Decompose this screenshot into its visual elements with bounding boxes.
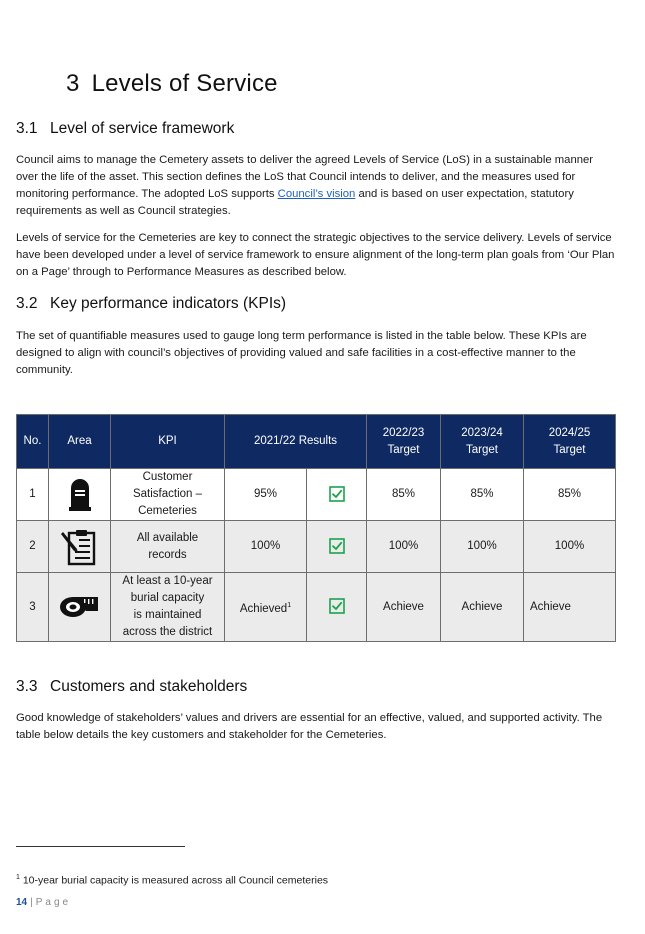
page-separator: |: [30, 897, 33, 908]
kpi-text: across the district: [122, 626, 213, 638]
section-heading: [66, 70, 278, 98]
cell-kpi: [111, 521, 225, 573]
header-target-2022-23: [367, 415, 441, 469]
table-row: [17, 469, 616, 521]
header-year: 2022/23: [382, 426, 425, 439]
cell-target-2022-23: 85%: [367, 469, 441, 521]
header-label: Target: [553, 443, 586, 456]
councils-vision-link[interactable]: Council’s vision: [277, 188, 356, 200]
cell-target-2023-24: Achieve: [441, 573, 524, 642]
cell-result: 95%: [225, 469, 307, 521]
cell-area: [49, 469, 111, 521]
footnote-mark: 1: [16, 874, 20, 881]
subsection-title: Level of service framework: [50, 120, 235, 137]
result-text: Achieved: [239, 602, 288, 615]
footnote-divider: [16, 846, 185, 847]
header-year: 2023/24: [461, 426, 503, 439]
table-row: [17, 521, 616, 573]
table-header-row: [17, 415, 616, 469]
paragraph-los-framework: Levels of service for the Cemeteries are key to connect the strategic objectives to the service delivery. Levels of service have been developed under a level of service framework to ensure alignment of the long-term plan goals from ‘Our Plan on a Page’ through to Performance Measures as described below.: [16, 232, 615, 278]
header-results: 2021/22 Results: [225, 415, 367, 469]
header-kpi: KPI: [111, 415, 225, 469]
header-target-2023-24: [441, 415, 524, 469]
paragraph-text: Council aims to manage the Cemetery assets to deliver the agreed Levels of Service (LoS) in a sustainable manner over the life of the asset. This section defines the LoS that Council intends to deliver, and the measures used for monitoring performance. The adopted LoS supports: [16, 154, 594, 200]
cell-target-2022-23: 100%: [367, 521, 441, 573]
cell-target-2022-23: Achieve: [367, 573, 441, 642]
paragraph-text: and is based on user expectation, statutory requirements as well as Council strategies.: [16, 188, 574, 217]
check-box-icon: [329, 538, 345, 554]
subsection-heading-3-3: [16, 678, 247, 696]
footnote-reference[interactable]: 1: [287, 601, 292, 609]
paragraph-kpi-intro: The set of quantifiable measures used to gauge long term performance is listed in the table below. These KPIs are designed to align with council’s objectives of providing valued and safe facilities in a cost-effective manner to the community.: [16, 330, 587, 376]
subsection-title: Key performance indicators (KPIs): [50, 295, 287, 312]
kpi-text: All available: [136, 531, 199, 544]
cell-target-2024-25: 100%: [524, 521, 616, 573]
check-box-icon: [329, 486, 345, 502]
cell-no: 3: [17, 573, 49, 642]
cell-target-2023-24: 100%: [441, 521, 524, 573]
kpi-text: burial capacity: [130, 592, 205, 604]
kpi-text: At least a 10-year: [122, 575, 213, 587]
footnote-text: 10-year burial capacity is measured across all Council cemeteries: [19, 874, 329, 887]
header-area: Area: [49, 415, 111, 469]
cell-kpi: [111, 573, 225, 642]
cell-status: [307, 573, 367, 642]
subsection-heading-3-2: [16, 295, 286, 313]
cell-result: 100%: [225, 521, 307, 573]
header-no: No.: [17, 415, 49, 469]
header-label: Target: [466, 443, 498, 456]
clipboard-pen-icon: [60, 527, 100, 567]
footnote: [16, 874, 328, 887]
measuring-tape-icon: [58, 593, 102, 621]
paragraph-stakeholders: Good knowledge of stakeholders’ values and drivers are essential for an effective, valued, and supported activity. The table below details the key customers and stakeholder for the Cemeteries.: [16, 712, 603, 741]
cell-target-2024-25: Achieve: [524, 573, 616, 642]
cell-target-2023-24: 85%: [441, 469, 524, 521]
kpi-text: Customer: [142, 471, 193, 483]
subsection-number: 3.2: [16, 295, 38, 312]
subsection-heading-3-1: [16, 120, 234, 138]
cell-no: 2: [17, 521, 49, 573]
cell-result: [225, 573, 307, 642]
kpi-text: Satisfaction –: [132, 488, 203, 500]
section-number: 3: [66, 70, 80, 97]
table-row: [17, 573, 616, 642]
subsection-number: 3.1: [16, 120, 38, 137]
kpi-text: is maintained: [133, 609, 202, 621]
section-title: Levels of Service: [91, 70, 278, 97]
kpi-table: [16, 414, 616, 642]
check-box-icon: [329, 598, 345, 614]
header-label: Target: [387, 443, 420, 456]
headstone-icon: [67, 478, 93, 512]
kpi-text: records: [148, 548, 187, 561]
page-number: 14: [16, 897, 28, 908]
subsection-title: Customers and stakeholders: [50, 678, 248, 695]
cell-area: [49, 573, 111, 642]
subsection-number: 3.3: [16, 678, 38, 695]
paragraph-los-intro: [16, 152, 616, 220]
header-year: 2024/25: [548, 426, 591, 439]
page-footer: [16, 897, 71, 908]
cell-target-2024-25: 85%: [524, 469, 616, 521]
cell-no: 1: [17, 469, 49, 521]
page-label: Page: [35, 897, 72, 908]
cell-kpi: [111, 469, 225, 521]
cell-area: [49, 521, 111, 573]
cell-status: [307, 469, 367, 521]
cell-status: [307, 521, 367, 573]
header-target-2024-25: [524, 415, 616, 469]
kpi-text: Cemeteries: [138, 505, 197, 517]
